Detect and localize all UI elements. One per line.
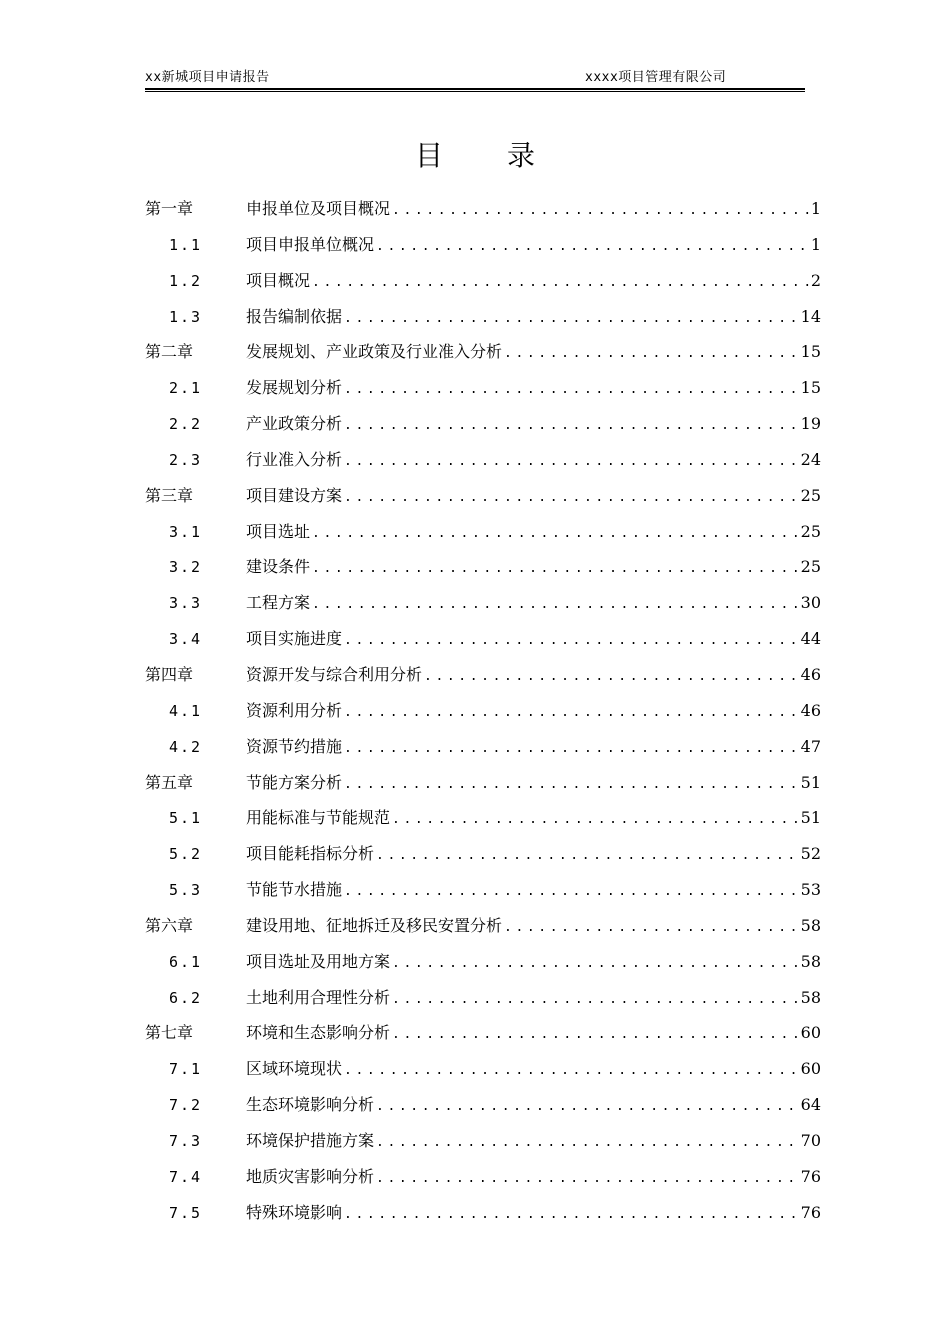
toc-dot-leader xyxy=(310,587,801,623)
toc-entry-title: 用能标准与节能规范 xyxy=(246,808,391,828)
toc-title: 目录 xyxy=(414,139,599,172)
toc-entry-page-number: 47 xyxy=(800,736,821,756)
toc-dot-leader xyxy=(310,516,801,552)
toc-section-entry[interactable] xyxy=(145,980,821,1016)
toc-section-entry[interactable] xyxy=(145,227,821,263)
toc-entry-page-number: 76 xyxy=(800,1166,821,1186)
toc-entry-number: 7.3 xyxy=(169,1131,203,1150)
toc-section-entry[interactable] xyxy=(145,729,821,765)
toc-entry-number: 5.1 xyxy=(169,809,203,828)
toc-section-entry[interactable] xyxy=(145,1051,821,1087)
toc-dot-leader xyxy=(342,623,801,659)
toc-entry-page-number: 44 xyxy=(800,629,821,649)
toc-chapter-entry[interactable] xyxy=(145,908,821,944)
toc-dot-leader xyxy=(342,444,801,480)
toc-entry-number: 第二章 xyxy=(145,342,194,362)
toc-section-entry[interactable] xyxy=(145,693,821,729)
toc-entry-page-number: 25 xyxy=(800,557,821,577)
toc-section-entry[interactable] xyxy=(145,585,821,621)
toc-entry-page-number: 46 xyxy=(800,700,821,720)
toc-entry-number: 3.2 xyxy=(169,558,203,577)
toc-entry-title: 发展规划、产业政策及行业准入分析 xyxy=(246,342,503,362)
toc-section-entry[interactable] xyxy=(145,872,821,908)
toc-section-entry[interactable] xyxy=(145,621,821,657)
toc-entry-title: 区域环境现状 xyxy=(246,1059,343,1079)
toc-entry-page-number: 1 xyxy=(810,234,821,254)
toc-entry-title: 特殊环境影响 xyxy=(246,1202,343,1222)
toc-section-entry[interactable] xyxy=(145,370,821,406)
toc-entry-number: 7.5 xyxy=(169,1203,203,1222)
toc-entry-page-number: 46 xyxy=(800,664,821,684)
toc-dot-leader xyxy=(342,301,801,337)
toc-dot-leader xyxy=(390,982,801,1018)
toc-entry-number: 6.2 xyxy=(169,988,203,1007)
toc-entry-title: 项目申报单位概况 xyxy=(246,234,375,254)
toc-section-entry[interactable] xyxy=(145,406,821,442)
toc-entry-number: 第七章 xyxy=(145,1023,194,1043)
toc-entry-title: 项目选址 xyxy=(246,521,311,541)
header-rule xyxy=(145,88,805,92)
toc-entry-page-number: 15 xyxy=(800,378,821,398)
toc-dot-leader xyxy=(374,1089,801,1125)
toc-dot-leader xyxy=(374,229,811,265)
toc-entry-title: 地质灾害影响分析 xyxy=(246,1166,375,1186)
toc-entry-number: 第四章 xyxy=(145,664,194,684)
toc-entry-number: 3.1 xyxy=(169,522,203,541)
toc-section-entry[interactable] xyxy=(145,514,821,550)
toc-entry-number: 1.1 xyxy=(169,235,203,254)
toc-dot-leader xyxy=(502,336,801,372)
toc-entry-title: 生态环境影响分析 xyxy=(246,1095,375,1115)
toc-entry-title: 资源利用分析 xyxy=(246,700,343,720)
toc-entry-title: 项目建设方案 xyxy=(246,485,343,505)
toc-entry-page-number: 24 xyxy=(800,449,821,469)
toc-entry-number: 7.4 xyxy=(169,1167,203,1186)
toc-entry-number: 7.2 xyxy=(169,1096,203,1115)
toc-entry-number: 5.3 xyxy=(169,881,203,900)
toc-dot-leader xyxy=(342,1197,801,1233)
toc-entry-number: 2.3 xyxy=(169,450,203,469)
toc-entry-number: 4.2 xyxy=(169,737,203,756)
toc-dot-leader xyxy=(342,767,801,803)
toc-section-entry[interactable] xyxy=(145,836,821,872)
toc-section-entry[interactable] xyxy=(145,299,821,335)
toc-entry-number: 2.2 xyxy=(169,415,203,434)
toc-entry-title: 项目选址及用地方案 xyxy=(246,951,391,971)
toc-entry-number: 第六章 xyxy=(145,915,194,935)
toc-entry-page-number: 53 xyxy=(800,880,821,900)
toc-section-entry[interactable] xyxy=(145,1087,821,1123)
toc-section-entry[interactable] xyxy=(145,1123,821,1159)
toc-chapter-entry[interactable] xyxy=(145,1015,821,1051)
toc-entry-title: 项目概况 xyxy=(246,270,311,290)
toc-entry-number: 3.3 xyxy=(169,594,203,613)
toc-entry-page-number: 14 xyxy=(800,306,821,326)
toc-dot-leader xyxy=(310,551,801,587)
header-report-title: xx新城项目申请报告 xyxy=(145,70,270,85)
toc-entry-title: 建设条件 xyxy=(246,557,311,577)
toc-dot-leader xyxy=(342,874,801,910)
toc-entry-title: 报告编制依据 xyxy=(246,306,343,326)
toc-entry-number: 6.1 xyxy=(169,952,203,971)
toc-entry-title: 资源开发与综合利用分析 xyxy=(246,664,423,684)
toc-dot-leader xyxy=(342,1053,801,1089)
toc-entry-page-number: 1 xyxy=(810,199,821,218)
toc-dot-leader xyxy=(342,372,801,408)
toc-entry-title: 发展规划分析 xyxy=(246,378,343,398)
toc-entry-number: 1.2 xyxy=(169,271,203,290)
toc-section-entry[interactable] xyxy=(145,549,821,585)
table-of-contents xyxy=(145,191,821,1230)
toc-entry-page-number: 58 xyxy=(800,915,821,935)
toc-entry-number: 5.2 xyxy=(169,845,203,864)
header-company-name: xxxx项目管理有限公司 xyxy=(585,70,727,85)
toc-entry-page-number: 51 xyxy=(800,808,821,828)
toc-entry-title: 资源节约措施 xyxy=(246,736,343,756)
toc-section-entry[interactable] xyxy=(145,944,821,980)
toc-entry-page-number: 58 xyxy=(800,951,821,971)
toc-entry-page-number: 52 xyxy=(800,844,821,864)
toc-entry-number: 第一章 xyxy=(145,199,194,218)
toc-entry-title: 环境保护措施方案 xyxy=(246,1130,375,1150)
toc-dot-leader xyxy=(390,946,801,982)
toc-entry-page-number: 76 xyxy=(800,1202,821,1222)
toc-entry-page-number: 30 xyxy=(800,593,821,613)
toc-entry-page-number: 60 xyxy=(800,1059,821,1079)
toc-dot-leader xyxy=(390,1017,801,1053)
toc-entry-page-number: 60 xyxy=(800,1023,821,1043)
toc-entry-number: 第三章 xyxy=(145,485,194,505)
toc-entry-title: 项目能耗指标分析 xyxy=(246,844,375,864)
page-header xyxy=(145,68,805,88)
toc-entry-title: 申报单位及项目概况 xyxy=(246,199,391,218)
toc-entry-page-number: 64 xyxy=(800,1095,821,1115)
toc-dot-leader xyxy=(390,802,801,838)
toc-entry-number: 3.4 xyxy=(169,630,203,649)
toc-dot-leader xyxy=(422,659,801,695)
toc-entry-page-number: 2 xyxy=(810,270,821,290)
toc-entry-number: 7.1 xyxy=(169,1060,203,1079)
toc-entry-number: 2.1 xyxy=(169,379,203,398)
toc-section-entry[interactable] xyxy=(145,263,821,299)
toc-chapter-entry[interactable] xyxy=(145,334,821,370)
toc-entry-title: 建设用地、征地拆迁及移民安置分析 xyxy=(246,915,503,935)
toc-dot-leader xyxy=(310,265,811,301)
toc-dot-leader xyxy=(342,731,801,767)
toc-entry-title: 产业政策分析 xyxy=(246,414,343,434)
toc-chapter-entry[interactable] xyxy=(145,478,821,514)
toc-dot-leader xyxy=(374,838,801,874)
toc-entry-number: 4.1 xyxy=(169,701,203,720)
toc-chapter-entry[interactable] xyxy=(145,657,821,693)
toc-entry-page-number: 70 xyxy=(800,1130,821,1150)
toc-section-entry[interactable] xyxy=(145,1195,821,1231)
toc-entry-title: 环境和生态影响分析 xyxy=(246,1023,391,1043)
toc-dot-leader xyxy=(374,1161,801,1197)
toc-chapter-entry[interactable] xyxy=(145,765,821,801)
toc-entry-page-number: 25 xyxy=(800,485,821,505)
toc-entry-page-number: 51 xyxy=(800,772,821,792)
toc-entry-title: 节能方案分析 xyxy=(246,772,343,792)
toc-entry-number: 1.3 xyxy=(169,307,203,326)
toc-entry-title: 行业准入分析 xyxy=(246,449,343,469)
toc-section-entry[interactable] xyxy=(145,1159,821,1195)
toc-entry-number: 第五章 xyxy=(145,772,194,792)
toc-dot-leader xyxy=(502,910,801,946)
toc-dot-leader xyxy=(342,480,801,516)
toc-dot-leader xyxy=(374,1125,801,1161)
toc-dot-leader xyxy=(390,193,811,229)
toc-section-entry[interactable] xyxy=(145,800,821,836)
toc-entry-page-number: 25 xyxy=(800,521,821,541)
toc-entry-page-number: 58 xyxy=(800,987,821,1007)
toc-entry-title: 项目实施进度 xyxy=(246,629,343,649)
toc-entry-title: 节能节水措施 xyxy=(246,880,343,900)
toc-chapter-entry[interactable] xyxy=(145,191,821,227)
toc-entry-title: 工程方案 xyxy=(246,593,311,613)
toc-section-entry[interactable] xyxy=(145,442,821,478)
toc-dot-leader xyxy=(342,408,801,444)
toc-dot-leader xyxy=(342,695,801,731)
toc-entry-page-number: 19 xyxy=(800,414,821,434)
toc-entry-title: 土地利用合理性分析 xyxy=(246,987,391,1007)
toc-entry-page-number: 15 xyxy=(800,342,821,362)
